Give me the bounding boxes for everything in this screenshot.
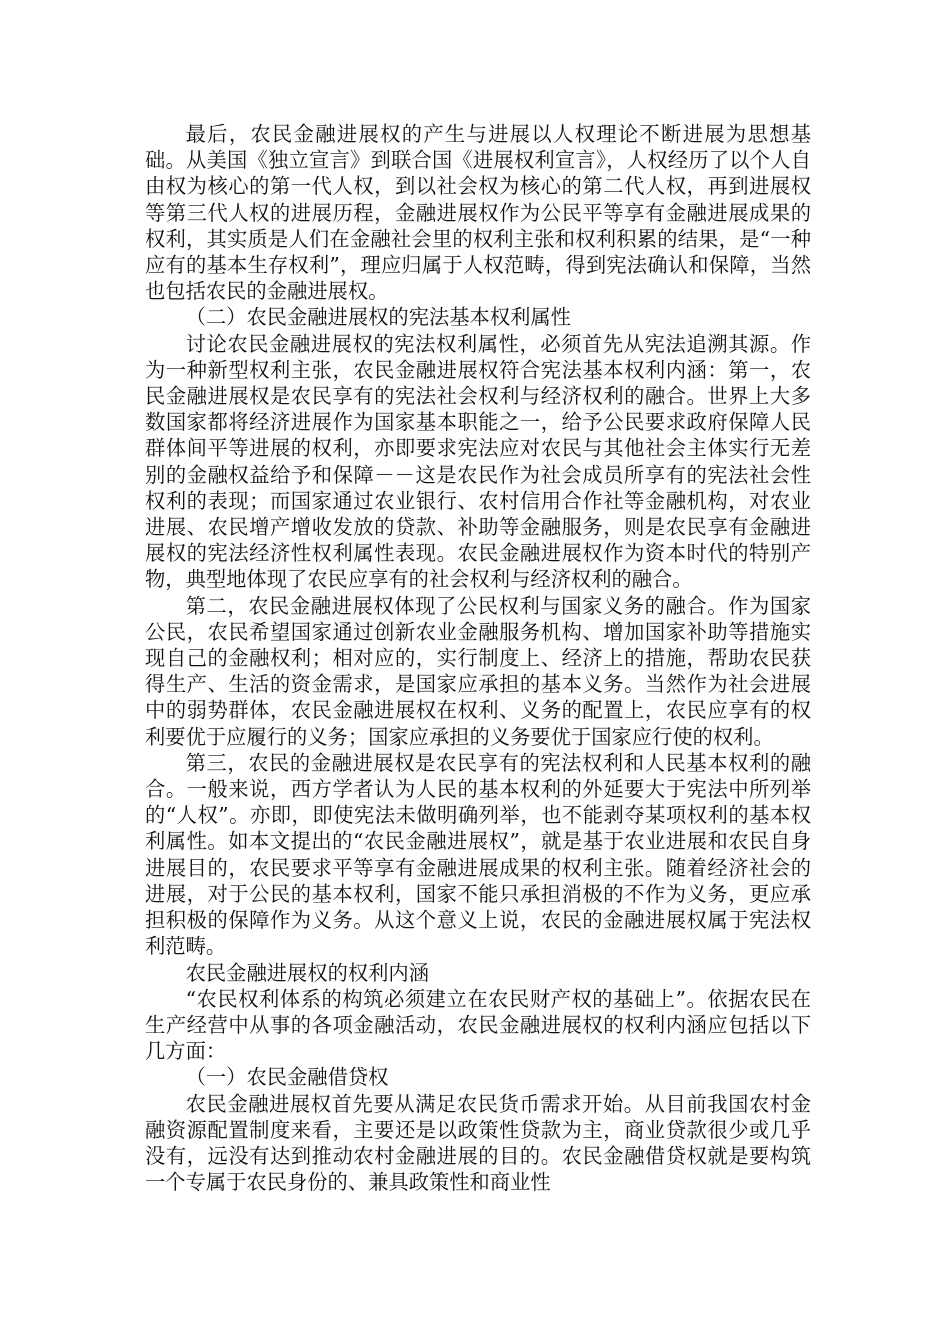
paragraph-third-fusion: 第三，农民的金融进展权是农民享有的宪法权利和人民基本权利的融合。一般来说，西方学者认为人民的基本权利的外延要大于宪法中所列举的“人权”。亦即，即使宪法未做明确列举，也不能剥夺某项权利的基本权利属性。如本文提出的“农民金融进展权”，就是基于农业进展和农民自身进展目的，农民要求平等享有金融进展成果的权利主张。随着经济社会的进展，对于公民的基本权利，国家不能只承担消极的不作为义务，更应承担积极的保障作为义务。从这个意义上说，农民的金融进展权属于宪法权利范畴。 <box>145 750 811 959</box>
paragraph-rights-system: “农民权利体系的构筑必须建立在农民财产权的基础上”。依据农民在生产经营中从事的各项金融活动，农民金融进展权的权利内涵应包括以下几方面： <box>145 986 811 1064</box>
section-heading-rights-content: 农民金融进展权的权利内涵 <box>185 960 429 985</box>
section-heading-constitutional-attribute: （二）农民金融进展权的宪法基本权利属性 <box>185 305 571 330</box>
paragraph-human-rights-basis: 最后，农民金融进展权的产生与进展以人权理论不断进展为思想基础。从美国《独立宣言》到联合国《进展权利宣言》，人权经历了以个人自由权为核心的第一代人权，到以社会权为核心的第二代人权，再到进展权等第三代人权的进展历程，金融进展权作为公民平等享有金融进展成果的权利，其实质是人们在金融社会里的权利主张和权利积累的结果，是“一种应有的基本生存权利”，理应归属于人权范畴，得到宪法确认和保障，当然也包括农民的金融进展权。 <box>145 122 811 304</box>
section-heading-lending-right: （一）农民金融借贷权 <box>185 1065 389 1090</box>
paragraph-second-fusion: 第二，农民金融进展权体现了公民权利与国家义务的融合。作为国家公民，农民希望国家通过创新农业金融服务机构、增加国家补助等措施实现自己的金融权利；相对应的，实行制度上、经济上的措施，帮助农民获得生产、生活的资金需求，是国家应承担的基本义务。当然作为社会进展中的弱势群体，农民金融进展权在权利、义务的配置上，农民应享有的权利要优于应履行的义务；国家应承担的义务要优于国家应行使的权利。 <box>145 593 811 749</box>
document-page <box>145 121 811 1195</box>
paragraph-first-fusion: 讨论农民金融进展权的宪法权利属性，必须首先从宪法追溯其源。作为一种新型权利主张，农民金融进展权符合宪法基本权利内涵：第一，农民金融进展权是农民享有的宪法社会权利与经济权利的融合。世界上大多数国家都将经济进展作为国家基本职能之一，给予公民要求政府保障人民群体间平等进展的权利，亦即要求宪法应对农民与其他社会主体实行无差别的金融权益给予和保障－－这是农民作为社会成员所享有的宪法社会性权利的表现；而国家通过农业银行、农村信用合作社等金融机构，对农业进展、农民增产增收发放的贷款、补助等金融服务，则是农民享有金融进展权的宪法经济性权利属性表现。农民金融进展权作为资本时代的特别产物，典型地体现了农民应享有的社会权利与经济权利的融合。 <box>145 331 811 592</box>
paragraph-lending-right: 农民金融进展权首先要从满足农民货币需求开始。从目前我国农村金融资源配置制度来看，主要还是以政策性贷款为主，商业贷款很少或几乎没有，远没有达到推动农村金融进展的目的。农民金融借贷权就是要构筑一个专属于农民身份的、兼具政策性和商业性 <box>145 1091 811 1195</box>
